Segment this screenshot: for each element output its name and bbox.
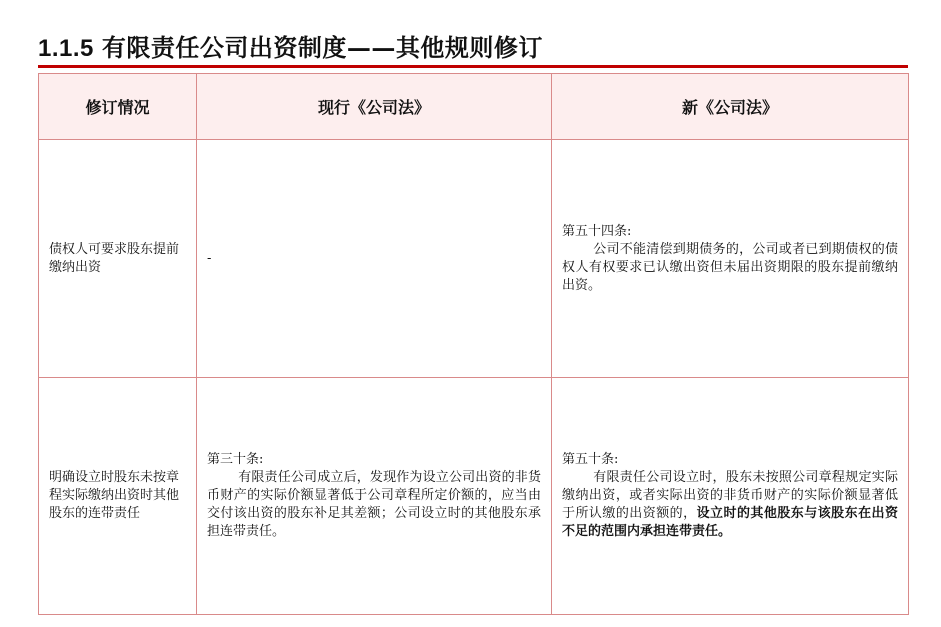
empty-dash: - [207,250,212,266]
article-title: 第三十条: [207,452,264,467]
topic-cell [39,378,197,615]
header-current-law: 现行《公司法》 [197,74,552,140]
section-number: 1.1.5 [38,35,94,62]
article-body [562,469,898,541]
title-text: 有限责任公司出资制度——其他规则修订 [101,33,543,62]
article-title: 第五十条: [562,452,619,467]
new-law-cell [552,140,909,378]
table-row [39,378,909,615]
table-row [39,140,909,378]
header-revision: 修订情况 [39,74,197,140]
topic-text: 明确设立时股东未按章程实际缴纳出资时其他股东的连带责任 [49,470,180,521]
topic-cell [39,140,197,378]
article-body: 公司不能清偿到期债务的，公司或者已到期债权的债权人有权要求已认缴出资但未届出资期限的股东提前缴纳出资。 [562,241,898,293]
title-divider [38,65,908,68]
table-header-row [39,74,909,140]
article-title: 第五十四条: [562,223,632,239]
current-law-cell [197,378,552,615]
current-law-cell [197,140,552,378]
topic-text: 债权人可要求股东提前缴纳出资 [49,241,180,275]
new-law-cell [552,378,909,615]
article-body-normal: 有限责任公司设立时，股东未按照公司章程规定实际缴纳出资，或者实际出资的非货币财产的实际价额显著低于所认缴的出资额的， [562,470,898,521]
comparison-table [38,73,909,615]
article-body-emphasis: 设立时的其他股东与该股东在出资不足的范围内承担连带责任。 [562,506,898,539]
page-title [38,28,543,62]
header-new-law: 新《公司法》 [552,74,909,140]
article-body: 有限责任公司成立后，发现作为设立公司出资的非货币财产的实际价额显著低于公司章程所定价额的，应当由交付该出资的股东补足其差额；公司设立时的其他股东承担连带责任。 [207,470,541,539]
